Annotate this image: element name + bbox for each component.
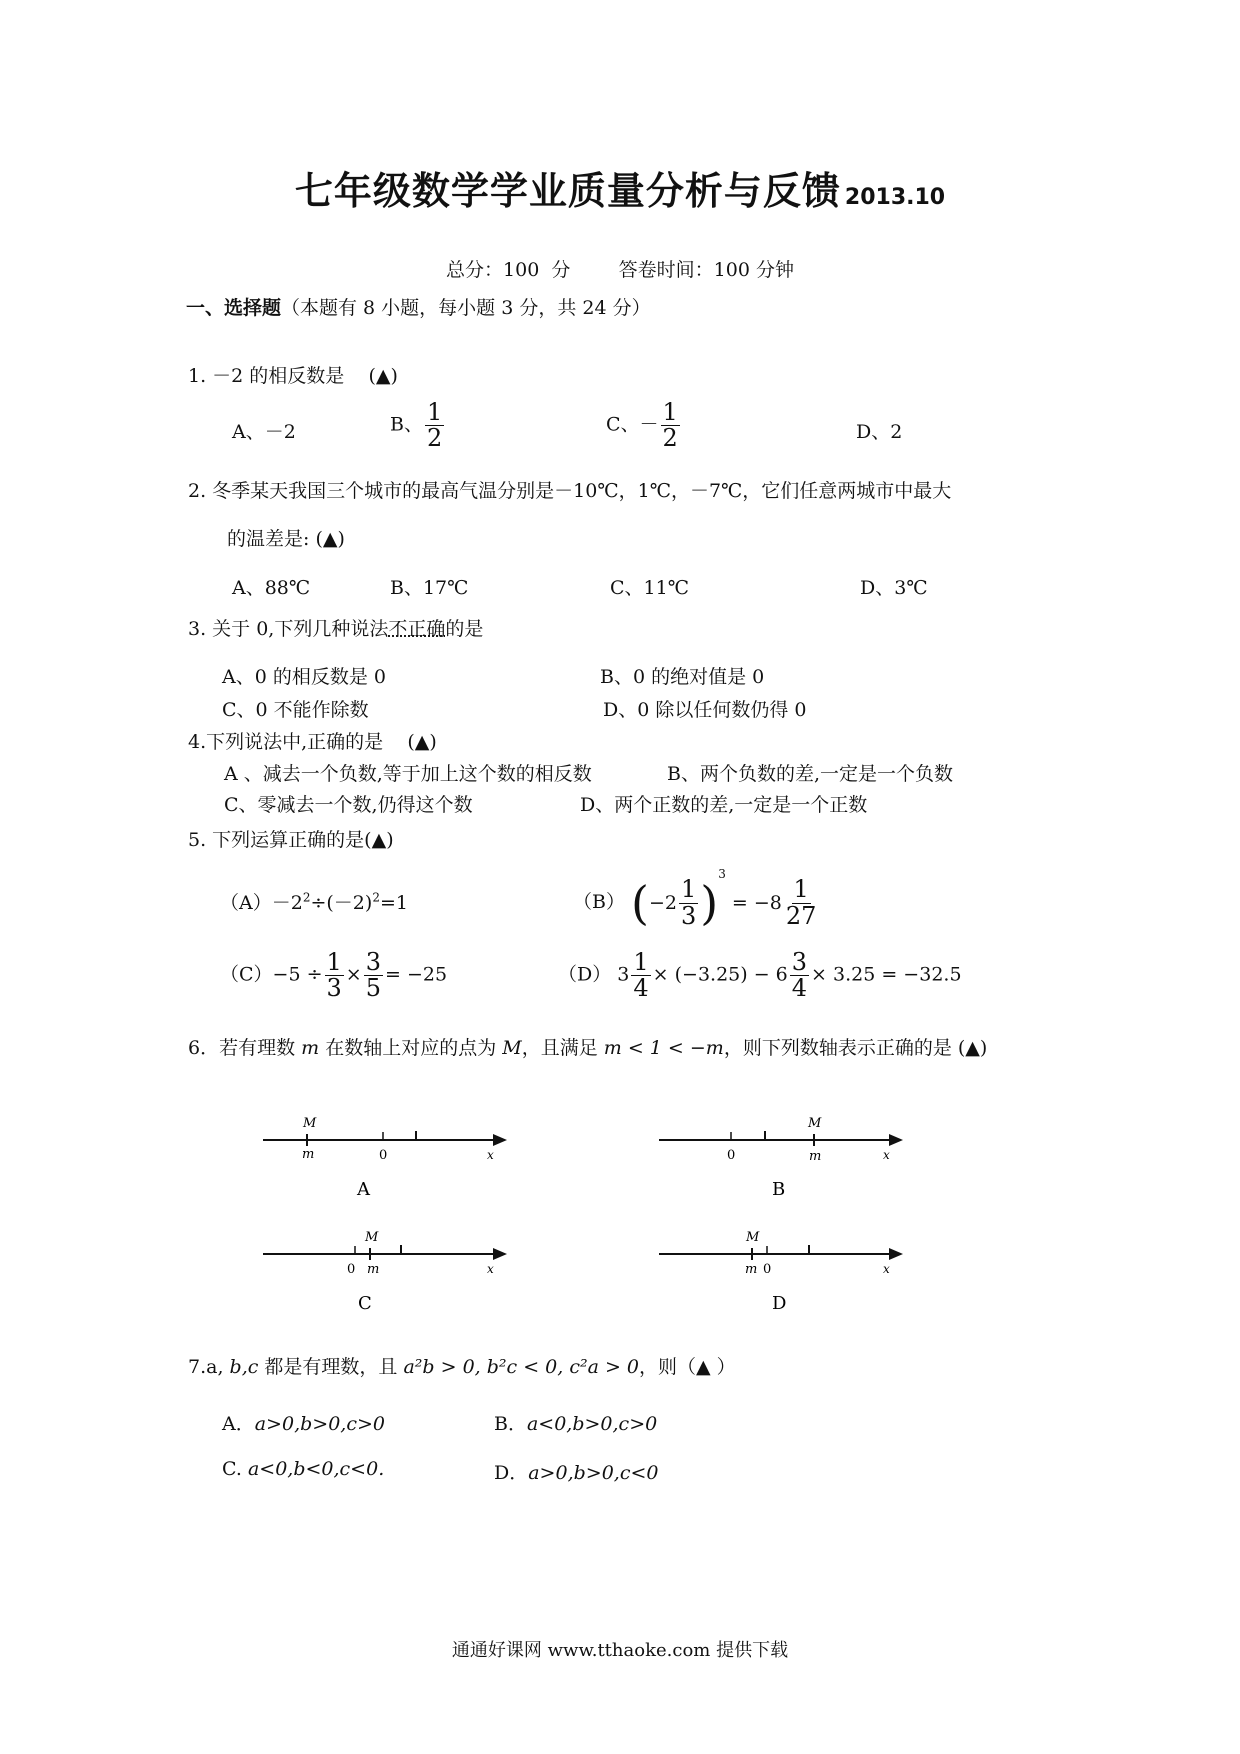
q5-c-label: （C） [220,963,273,986]
q2-option-c: C、11℃ [610,577,689,599]
section-note: （本题有 8 小题，每小题 3 分，共 24 分） [281,297,651,319]
q7-option-b [494,1409,657,1436]
q6-stem-m: m [301,1037,320,1059]
q7-stem [188,1352,736,1379]
label-m: m [302,1147,315,1162]
label-x: x [883,1262,890,1276]
q6-stem-mid1: 在数轴上对应的点为 [319,1037,503,1059]
q1-c-den: 2 [662,424,678,453]
q5-c-pre: −5 ÷ [272,963,323,986]
label-M: M [365,1230,379,1245]
q5-d-frac1 [631,950,650,1001]
page-title [0,160,1240,215]
q7-c-label: C. [222,1458,248,1480]
q5-a-sup1: 2 [302,890,311,905]
q3-stem [188,614,483,641]
q5-option-b [573,867,820,930]
title-date: 2013.10 [844,185,946,210]
q5-b-rnum: 1 [793,875,809,904]
q1-option-b [390,400,446,451]
q5-b-num: 1 [680,875,697,904]
q5-c-d2: 5 [365,974,381,1003]
q5-b-rden: 27 [785,901,817,930]
axis-arrow [889,1248,903,1260]
q4-option-a: A 、减去一个负数,等于加上这个数的相反数 [224,763,592,785]
q5-d-d2: 4 [791,974,808,1003]
q5-c-n1: 1 [326,948,342,976]
q5-c-eq: = −25 [385,963,448,986]
q7-option-a [222,1409,385,1436]
q2-option-b: B、17℃ [390,577,469,599]
q3-option-c: C、0 不能作除数 [222,699,369,721]
label-zero: 0 [763,1262,772,1277]
label-M: M [746,1230,760,1245]
q2-option-d: D、3℃ [860,577,928,599]
q5-b-close-paren: ) [700,876,719,930]
score-time-line: 总分：100 分 答卷时间：100 分钟 [446,259,794,281]
footer: 通通好课网 www.tthaoke.com 提供下载 [451,1640,789,1661]
label-x: x [487,1148,494,1162]
q7-condition: a²b > 0, b²c < 0, c²a > 0 [403,1356,640,1378]
q6-stem-mid2: ，且满足 [521,1037,604,1059]
label-x: x [883,1148,890,1162]
q3-stem-emphasis: 不正确 [388,618,446,640]
q5-d-label: （D） [558,963,612,986]
q7-stem-pre: 7.a, [188,1356,230,1378]
q1-option-d: D、2 [856,421,903,443]
q5-d-n1: 1 [633,948,649,976]
q7-c-value: a<0,b<0,c<0. [247,1458,385,1480]
label-M: M [303,1116,317,1131]
axis-arrow [493,1248,507,1260]
choice-label: D [772,1293,787,1312]
title-text: 七年级数学学业质量分析与反馈 [294,169,841,213]
q6-stem-post: ，则下列数轴表示正确的是 (▲) [723,1037,988,1059]
q5-b-eq: = −8 [731,892,782,914]
q4-option-b: B、两个负数的差,一定是一个负数 [667,763,954,785]
q5-option-a [220,888,408,915]
choice-label: A [357,1179,370,1198]
q5-b-int: −2 [648,892,677,914]
q5-b-power: 3 [718,867,726,881]
q6-stem-M: M [502,1037,522,1059]
q7-b-value: a<0,b>0,c>0 [526,1413,658,1435]
q6-stem-pre: 6．若有理数 [188,1037,302,1059]
q4-stem: 4.下列说法中,正确的是 (▲) [188,731,437,753]
choice-label: B [772,1179,786,1198]
q1-b-fraction [425,400,444,451]
q7-stem-bc: b,c [229,1356,259,1378]
axis-arrow [493,1134,507,1146]
q1-stem: 1. －2 的相反数是 (▲) [188,365,398,387]
q3-option-a: A、0 的相反数是 0 [222,666,386,688]
q5-a-sup2: 2 [372,890,380,905]
label-M: M [808,1116,822,1131]
q7-option-d [494,1458,658,1485]
q1-c-prefix: C、－ [606,413,659,436]
q2-option-a: A、88℃ [232,577,311,599]
q1-b-den: 2 [426,424,443,453]
number-line-b [651,1108,911,1198]
q1-b-prefix: B、 [390,413,423,436]
q6-stem [188,1033,987,1060]
q5-b-label: （B） [573,891,625,913]
number-line-c [255,1222,515,1312]
q5-b-rfrac [784,877,819,928]
label-m: m [367,1262,380,1277]
q5-c-frac1 [325,950,344,1001]
q5-d-int1: 3 [617,963,630,986]
section-heading [186,293,651,320]
number-line-d [651,1222,911,1312]
label-m: m [809,1149,822,1164]
q5-a-expr1: －2 [271,892,303,914]
q7-a-label: A． [222,1413,255,1435]
label-x: x [487,1262,494,1276]
q1-b-num: 1 [426,398,443,426]
q5-stem: 5. 下列运算正确的是(▲) [188,829,394,851]
q5-c-frac2 [364,950,383,1001]
q7-a-value: a>0,b>0,c>0 [254,1413,385,1435]
q5-c-n2: 3 [365,948,381,976]
q5-d-frac2 [790,950,809,1001]
q5-b-open-paren: ( [631,876,649,930]
label-m: m [745,1262,758,1277]
q5-c-mul: × [345,963,362,986]
q7-option-c [222,1458,384,1480]
q5-d-mid: × (−3.25) − 6 [652,963,788,986]
q5-b-den: 3 [680,901,697,930]
q1-option-a: A、－2 [232,421,296,443]
q5-d-end: × 3.25 = −32.5 [811,963,962,986]
q5-a-label: （A） [220,892,272,914]
q3-option-b: B、0 的绝对值是 0 [600,666,765,688]
q4-option-c: C、零减去一个数,仍得这个数 [224,794,473,816]
q1-c-num: 1 [662,398,678,426]
q5-c-d1: 3 [326,974,342,1003]
q6-condition: m < 1 < −m [603,1037,724,1059]
q5-option-c [220,950,447,1001]
axis-arrow [889,1134,903,1146]
label-zero: 0 [379,1148,388,1163]
q7-stem-post: ，则（▲ ） [639,1356,736,1378]
q3-option-d: D、0 除以任何数仍得 0 [603,699,807,721]
q7-b-label: B． [494,1413,527,1435]
q5-d-n2: 3 [791,948,808,976]
q5-b-frac [679,877,698,928]
q5-option-d [558,950,962,1001]
q3-stem-post: 的是 [445,618,484,640]
q4-option-d: D、两个正数的差,一定是一个正数 [580,794,868,816]
q7-d-label: D． [494,1462,529,1484]
label-zero: 0 [347,1262,356,1277]
label-zero: 0 [727,1148,736,1163]
section-title: 一、选择题 [186,297,282,319]
q2-stem-line1: 2. 冬季某天我国三个城市的最高气温分别是－10℃，1℃，－7℃，它们任意两城市中最大 [188,480,952,502]
q5-d-d1: 4 [633,974,649,1003]
q5-a-expr2: ÷(－2) [310,892,373,914]
q3-stem-pre: 3. 关于 0,下列几种说法 [188,618,389,640]
choice-label: C [358,1293,372,1312]
q1-c-fraction [661,400,680,451]
q1-option-c [606,400,682,451]
number-line-a [255,1108,515,1198]
q7-stem-mid: 都是有理数，且 [258,1356,404,1378]
q2-stem-line2: 的温差是: (▲) [227,528,345,550]
q5-a-expr3: =1 [379,892,408,914]
q7-d-value: a>0,b>0,c<0 [528,1462,659,1484]
